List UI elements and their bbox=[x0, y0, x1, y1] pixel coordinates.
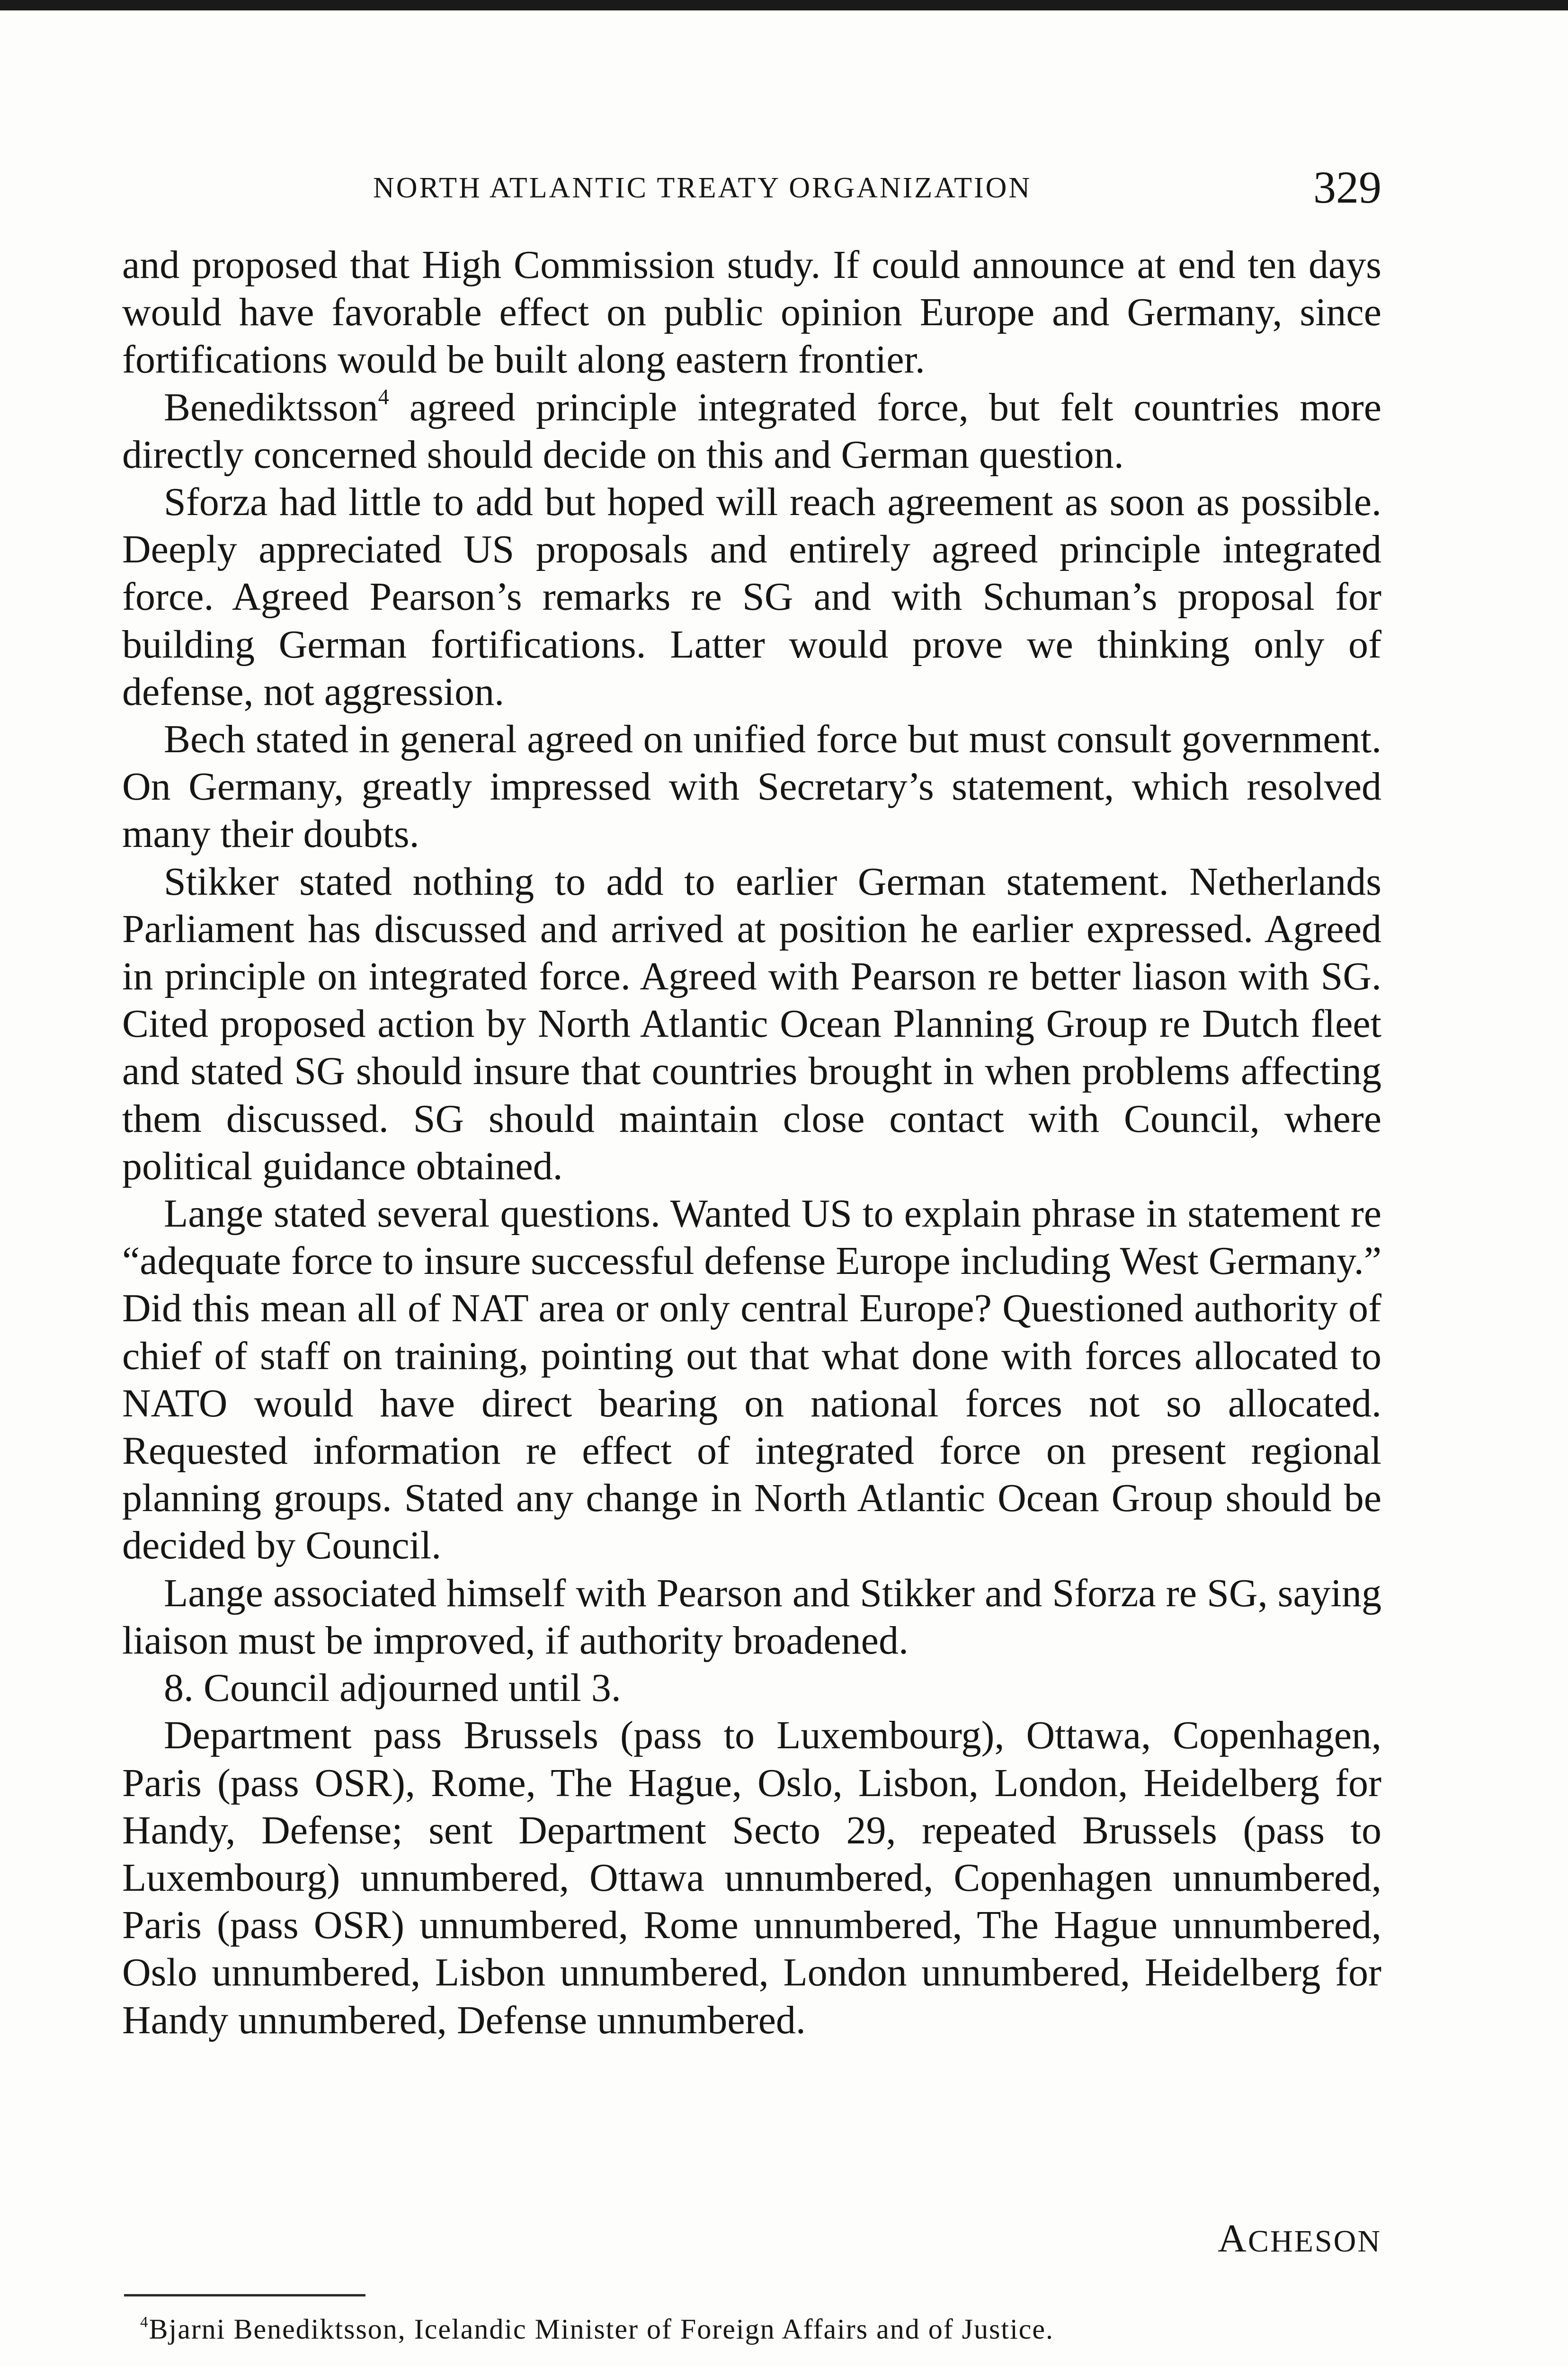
signature bbox=[1218, 2216, 1381, 2261]
paragraph-text: Bech stated in general agreed on unified force but must consult government. On Germany, greatly impressed with Secretary’s statement, which resolved many their doubts. bbox=[122, 717, 1381, 856]
body-text bbox=[122, 241, 1381, 2044]
speaker-name: Benediktsson bbox=[164, 385, 378, 429]
paragraph-text: Stikker stated nothing to add to earlier German statement. Netherlands Parliament has discussed and arrived at position he earlier expressed. Agreed in principle on integrated force. Agreed with Pearson re better liason with SG. Cited proposed action by North Atlantic Ocean Planning Group re Dutch fleet and stated SG should insure that countries brought in when problems affecting them discussed. SG should maintain close contact with Council, where political guidance obtained. bbox=[122, 859, 1381, 1188]
running-head: NORTH ATLANTIC TREATY ORGANIZATION bbox=[373, 172, 1032, 204]
paragraph-lange-questions bbox=[122, 1190, 1381, 1570]
paragraph-text: Lange associated himself with Pearson and Stikker and Sforza re SG, saying liaison must be improved, if authority broadened. bbox=[122, 1571, 1381, 1663]
paragraph-benediktsson bbox=[122, 384, 1381, 479]
paragraph-text: 8. Council adjourned until 3. bbox=[164, 1666, 621, 1710]
footnote-reference: 4 bbox=[378, 384, 389, 409]
paragraph-bech bbox=[122, 716, 1381, 858]
paragraph-text: and proposed that High Commission study. If could announce at end ten days would have favorable effect on public opinion Europe and Germany, since fortifications would be built along eastern frontier. bbox=[122, 243, 1381, 382]
footnote bbox=[140, 2310, 1385, 2348]
page-header bbox=[122, 161, 1381, 218]
paragraph-high-commission bbox=[122, 241, 1381, 384]
paragraph-text: Department pass Brussels (pass to Luxembourg), Ottawa, Copenhagen, Paris (pass OSR), Rome, The Hague, Oslo, Lisbon, London, Heidelberg for Handy, Defense; sent Department Secto 29, repeated Brussels (pass to Luxembourg) unnumbered, Ottawa unnumbered, Copenhagen unnumbered, Paris (pass OSR) unnumbered, Rome unnumbered, The Hague unnumbered, Oslo unnumbered, Lisbon unnumbered, London unnumbered, Heidelberg for Handy unnumbered, Defense unnumbered. bbox=[122, 1713, 1381, 2042]
signature-initial: A bbox=[1218, 2216, 1248, 2260]
paragraph-distribution bbox=[122, 1712, 1381, 2044]
paragraph-text: Lange stated several questions. Wanted US to explain phrase in statement re “adequate force to insure successful defense Europe including West Germany.” Did this mean all of NAT area or only central Europe? Questioned authority of chief of staff on training, pointing out that what done with forces allocated to NATO would have direct bearing on national forces not so allocated. Requested information re effect of integrated force on present regional planning groups. Stated any change in North Atlantic Ocean Group should be decided by Council. bbox=[122, 1192, 1381, 1568]
signature-rest: CHESON bbox=[1247, 2224, 1381, 2259]
footnote-separator bbox=[124, 2294, 365, 2296]
paragraph-text: agreed principle integrated force, but felt countries more directly concerned should decide on this and German question. bbox=[122, 385, 1381, 477]
paragraph-sforza bbox=[122, 479, 1381, 716]
page-number: 329 bbox=[1313, 162, 1381, 213]
paragraph-lange-liaison bbox=[122, 1570, 1381, 1664]
footnote-mark: 4 bbox=[140, 2314, 149, 2331]
paragraph-text: Sforza had little to add but hoped will reach agreement as soon as possible. Deeply appreciated US proposals and entirely agreed principle integrated force. Agreed Pearson’s remarks re SG and with Schuman’s proposal for building German fortifications. Latter would prove we thinking only of defense, not aggression. bbox=[122, 480, 1381, 714]
paragraph-stikker bbox=[122, 858, 1381, 1190]
scan-top-edge bbox=[0, 0, 1568, 10]
paragraph-council-adjourned bbox=[122, 1664, 1381, 1712]
footnote-text: Bjarni Benediktsson, Icelandic Minister of Foreign Affairs and of Justice. bbox=[149, 2314, 1054, 2345]
